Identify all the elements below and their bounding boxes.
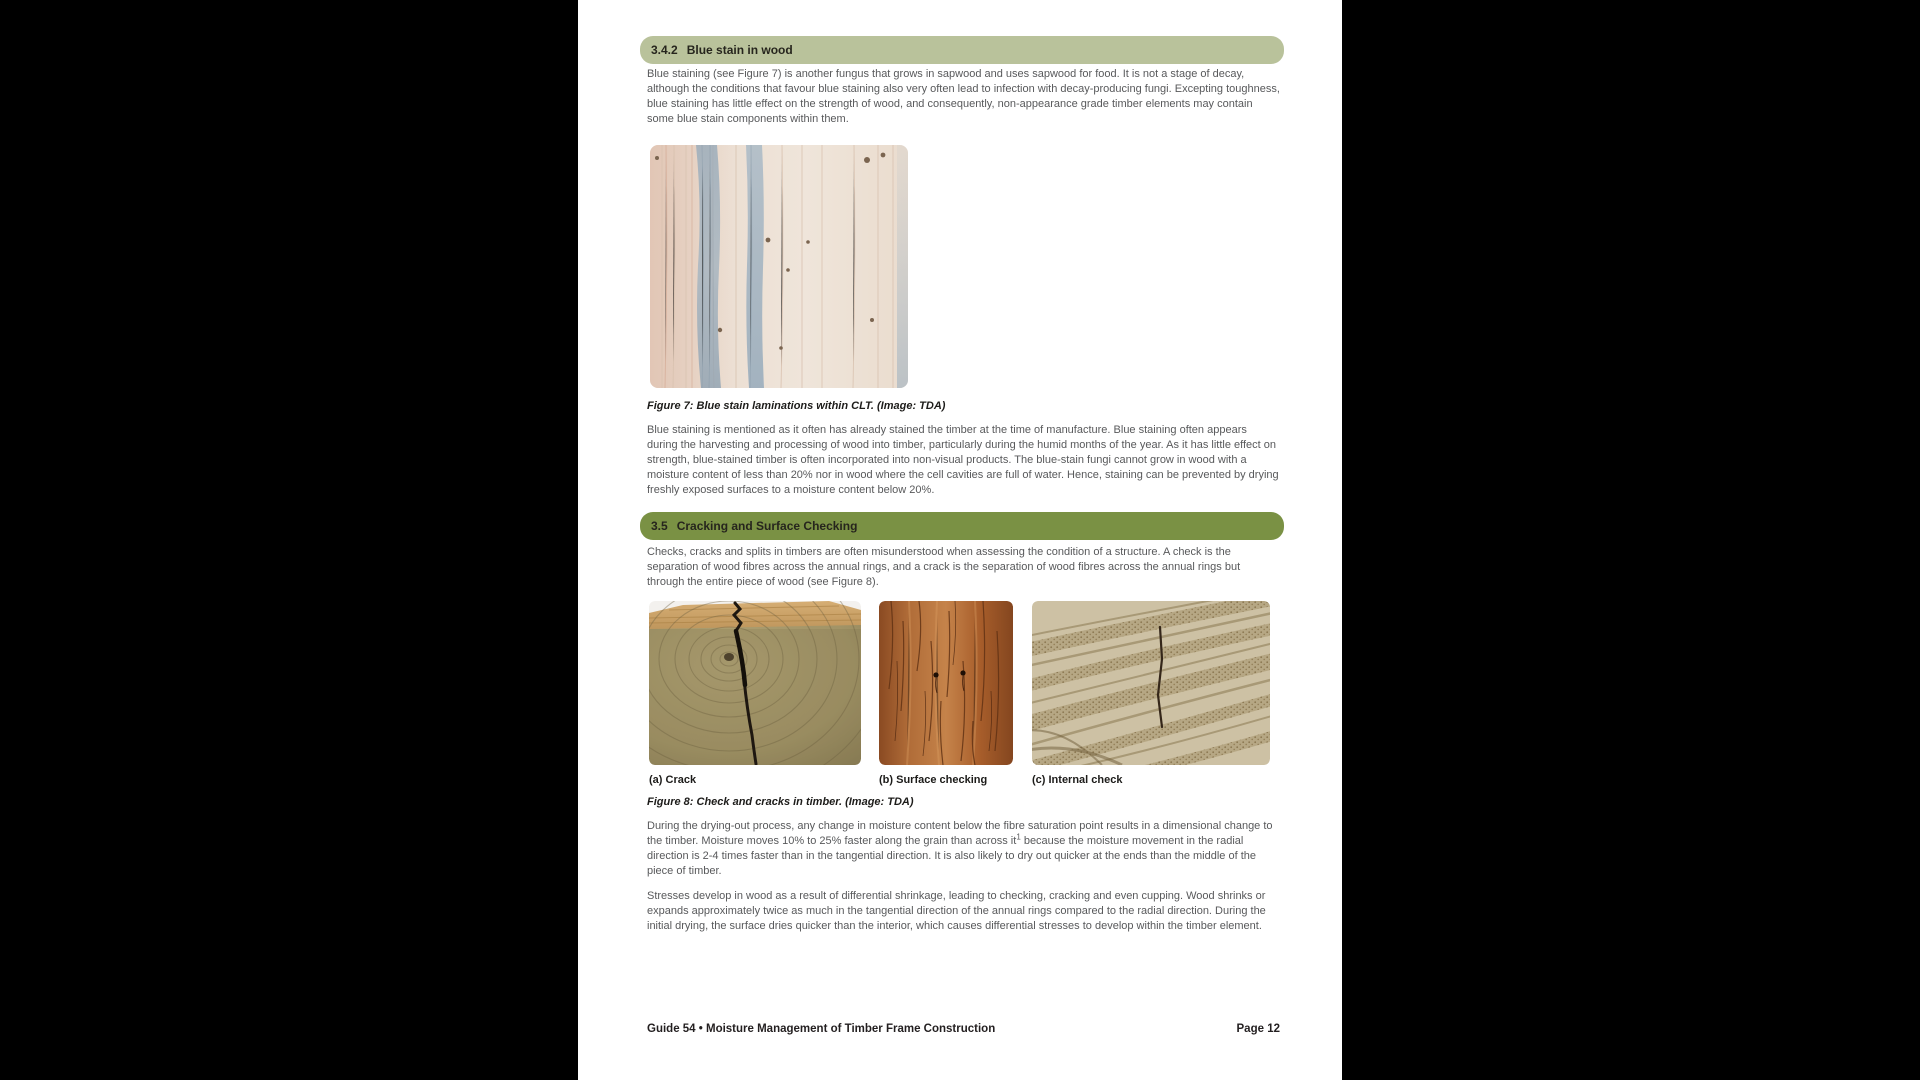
figure8a-crack-photo [649, 601, 861, 765]
figure7-caption: Figure 7: Blue stain laminations within CLT. (Image: TDA) [647, 400, 946, 412]
figure8-label-b: (b) Surface checking [879, 774, 988, 786]
paragraph-text: During the drying-out process, any change in moisture content below the fibre saturation point results in a dimensional change to the timber. Moisture moves 10% to 25% faster along the grain than across it [647, 820, 1273, 847]
footnote-marker: 1 [1016, 832, 1021, 842]
figure8a-image [649, 601, 861, 765]
section-heading-3-5 [640, 512, 1284, 540]
figure8-label-c: (c) Internal check [1032, 774, 1123, 786]
section-number: 3.4.2 [651, 43, 678, 57]
paragraph-blue-stain-1: Blue staining (see Figure 7) is another fungus that grows in sapwood and uses sapwood for food. It is not a stage of decay, although the conditions that favour blue staining also very often lead to infection with decay-producing fungi. Excepting toughness, blue staining has little effect on the strength of wood, and consequently, non-appearance grade timber elements may contain some blue stain components within them. [647, 68, 1280, 125]
figure8b-image [879, 601, 1013, 765]
paragraph-cracking-2 [647, 819, 1280, 879]
figure8-caption: Figure 8: Check and cracks in timber. (Image: TDA) [647, 796, 914, 808]
section-number: 3.5 [651, 519, 668, 533]
paragraph-cracking-1: Checks, cracks and splits in timbers are often misunderstood when assessing the condition of a structure. A check is the separation of wood fibres across the annual rings, and a crack is the separation of wood fibres across the annual rings but through the entire piece of wood (see Figure 8). [647, 546, 1241, 588]
paragraph-blue-stain-2: Blue staining is mentioned as it often has already stained the timber at the time of manufacture. Blue staining often appears during the harvesting and processing of wood into timber, particularly during the humid months of the year. As it has little effect on strength, blue-stained timber is often incorporated into non-visual products. The blue-stain fungi cannot grow in wood with a moisture content of less than 20% nor in wood where the cell cavities are full of water. Hence, staining can be prevented by drying freshly exposed surfaces to a moisture content below 20%. [647, 424, 1279, 496]
paragraph-text: because the moisture movement in the radial direction is 2-4 times faster than in the tangential direction. It is also likely to dry out quicker at the ends than the middle of the piece of timber. [647, 835, 1256, 877]
figure8c-internal-check-photo [1032, 601, 1270, 765]
figure8b-surface-checking-photo [879, 601, 1013, 765]
figure8-label-a: (a) Crack [649, 774, 697, 786]
footer-page-number: Page 12 [1236, 1023, 1280, 1035]
figure7-image [650, 145, 908, 388]
figure7-blue-stain-clt-photo [650, 145, 908, 388]
figure8c-image [1032, 601, 1270, 765]
document-page [578, 0, 1342, 1080]
section-title: Blue stain in wood [686, 43, 793, 57]
section-heading-3-4-2 [640, 36, 1284, 64]
footer-document-title: Guide 54 • Moisture Management of Timber Frame Construction [647, 1023, 996, 1035]
paragraph-cracking-3: Stresses develop in wood as a result of differential shrinkage, leading to checking, cracking and even cupping. Wood shrinks or expands approximately twice as much in the tangential direction of the annual rings compared to the radial direction. During the initial drying, the surface dries quicker than the interior, which causes differential stresses to develop within the timber element. [647, 890, 1266, 932]
section-title: Cracking and Surface Checking [676, 519, 858, 533]
page-footer [647, 1023, 1280, 1035]
